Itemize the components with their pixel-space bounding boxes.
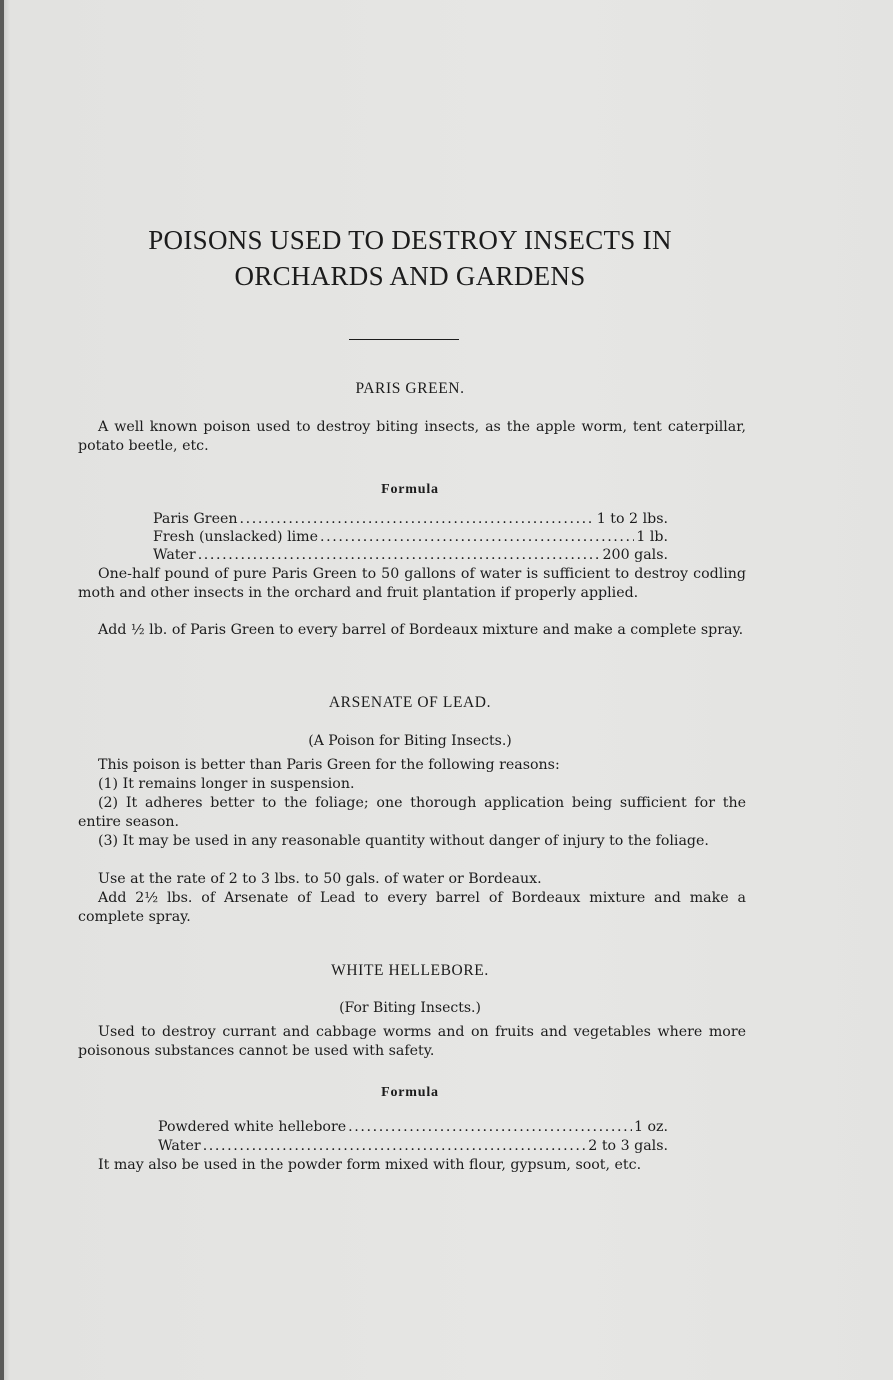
- paris-green-paragraph-1: One-half pound of pure Paris Green to 50 gallons of water is sufficient to destroy codling moth and other insects in the orchard and fruit plantation if properly applied.: [78, 566, 746, 601]
- paris-green-paragraph-2: Add ½ lb. of Paris Green to every barrel of Bordeaux mixture and make a complete spray.: [98, 622, 744, 638]
- page-title: [60, 222, 760, 294]
- arsenate-usage-rate: Use at the rate of 2 to 3 lbs. to 50 gals. of water or Bordeaux.: [98, 871, 542, 887]
- formula-row-paris-green: Paris Green ..... 1 to 2 lbs.: [153, 510, 668, 528]
- title-line-2: ORCHARDS AND GARDENS: [234, 261, 586, 291]
- section-heading-arsenate-of-lead: ARSENATE OF LEAD.: [328, 694, 492, 711]
- arsenate-paragraph-1: This poison is better than Paris Green for the following reasons:: [98, 757, 560, 773]
- formula-row-water: Water ..... 200 gals.: [153, 546, 668, 564]
- formula-row-hellebore-water: Water ..... 2 to 3 gals.: [158, 1137, 668, 1155]
- title-divider: [349, 339, 459, 340]
- arsenate-subheading: (A Poison for Biting Insects.): [308, 733, 512, 749]
- hellebore-paragraph-1: Used to destroy currant and cabbage worms and on fruits and vegetables where more poisonous substances cannot be used with safety.: [78, 1024, 746, 1059]
- arsenate-reason-2: (2) It adheres better to the foliage; one thorough application being sufficient for the entire season.: [78, 795, 746, 830]
- hellebore-subheading: (For Biting Insects.): [339, 1000, 481, 1016]
- paris-green-intro: A well known poison used to destroy biting insects, as the apple worm, tent caterpillar, potato beetle, etc.: [78, 419, 746, 454]
- section-heading-white-hellebore: WHITE HELLEBORE.: [331, 962, 489, 979]
- hellebore-formula-title: Formula: [381, 1085, 439, 1100]
- paris-green-formula-title: Formula: [381, 482, 439, 497]
- formula-row-lime: Fresh (unslacked) lime ..... 1 lb.: [153, 528, 668, 546]
- hellebore-paragraph-2: It may also be used in the powder form mixed with flour, gypsum, soot, etc.: [98, 1157, 642, 1173]
- title-line-1: POISONS USED TO DESTROY INSECTS IN: [148, 225, 672, 255]
- book-spine-shadow: [0, 0, 4, 1380]
- arsenate-reason-3: (3) It may be used in any reasonable quantity without danger of injury to the foliage.: [98, 833, 709, 849]
- arsenate-reason-1: (1) It remains longer in suspension.: [98, 776, 355, 792]
- formula-row-powdered-hellebore: Powdered white hellebore ..... 1 oz.: [158, 1118, 668, 1136]
- arsenate-paragraph-bordeaux: Add 2½ lbs. of Arsenate of Lead to every barrel of Bordeaux mixture and make a complete spray.: [78, 890, 746, 925]
- section-heading-paris-green: PARIS GREEN.: [355, 380, 465, 397]
